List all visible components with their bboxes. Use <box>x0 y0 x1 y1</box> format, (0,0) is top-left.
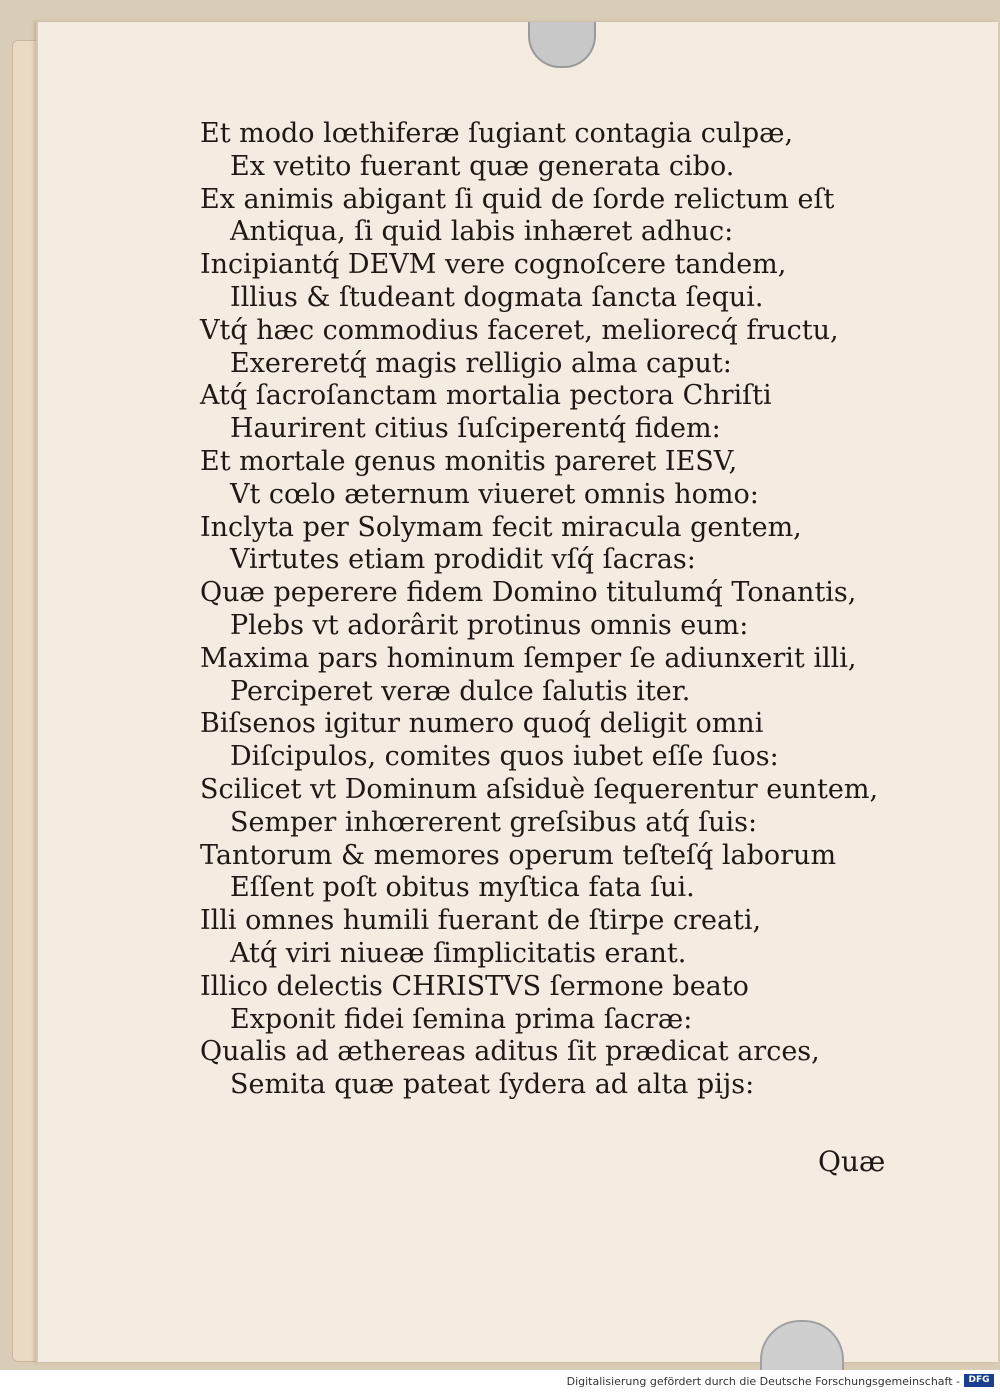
verse-line: Ex animis abigant ſi quid de ſorde relictum eſt <box>200 183 835 215</box>
verse-line: Eſſent poſt obitus myſtica fata ſui. <box>230 872 695 904</box>
verse-line: Diſcipulos, comites quos iubet eſſe ſuos: <box>230 741 779 773</box>
footer-credit: Digitalisierung gefördert durch die Deutsche Forschungsgemeinschaft - <box>566 1375 960 1388</box>
verse-line: Semper inhœrerent greſsibus atq́ ſuis: <box>230 806 758 838</box>
verse-line: Atq́ viri niueæ ſimplicitatis erant. <box>230 937 687 969</box>
verse-line: Vt cœlo æternum viueret omnis homo: <box>230 478 759 510</box>
verse-line: Inclyta per Solymam fecit miracula gentem, <box>200 511 802 543</box>
verse-line: Perciperet veræ dulce ſalutis iter. <box>230 675 691 707</box>
verse-line: Exereretq́ magis relligio alma caput: <box>230 347 732 379</box>
verse-line: Ex vetito fuerant quæ generata cibo. <box>230 150 735 182</box>
verse-line: Maxima pars hominum ſemper ſe adiunxerit illi, <box>200 642 857 674</box>
verse-line: Illi omnes humili fuerant de ſtirpe creati, <box>200 905 762 937</box>
verse-line: Tantorum & memores operum teſteſq́ laborum <box>200 839 837 871</box>
verse-line: Plebs vt adorârit protinus omnis eum: <box>230 609 749 641</box>
verse-line: Illico delectis CHRISTVS ſermone beato <box>200 970 749 1002</box>
verse-line: Atq́ ſacroſanctam mortalia pectora Chriſti <box>200 380 772 412</box>
verse-line: Incipiantq́ DEVM vere cognoſcere tandem, <box>200 249 787 281</box>
dfg-logo: DFG <box>964 1374 994 1387</box>
verse-line: Exponit fidei ſemina prima ſacræ: <box>230 1003 693 1035</box>
verse-line: Illius & ſtudeant dogmata ſancta ſequi. <box>230 281 764 313</box>
verse-line: Qualis ad æthereas aditus ſit prædicat arces, <box>200 1036 820 1068</box>
verse-line: Quæ peperere fidem Domino titulumq́ Tonantis, <box>200 577 857 609</box>
verse-line: Et mortale genus monitis pareret IESV, <box>200 445 738 477</box>
verse-line: Haurirent citius ſuſciperentq́ fidem: <box>230 413 721 445</box>
verse-line: Virtutes etiam prodidit vſq́ ſacras: <box>230 544 696 576</box>
catchword: Quæ <box>818 1145 886 1178</box>
verse-line: Vtq́ hæc commodius faceret, meliorecq́ fructu, <box>200 314 839 346</box>
verse-line: Biſsenos igitur numero quoq́ deligit omni <box>200 708 764 740</box>
verse-text <box>200 118 880 1102</box>
verse-line: Antiqua, ſi quid labis inhæret adhuc: <box>230 216 734 248</box>
verse-line: Semita quæ pateat ſydera ad alta pijs: <box>230 1069 755 1101</box>
footer-bar <box>0 1370 1000 1392</box>
verse-line: Scilicet vt Dominum aſsiduè ſequerentur euntem, <box>200 773 879 805</box>
verse-line: Et modo lœthiferæ ſugiant contagia culpæ, <box>200 118 794 149</box>
